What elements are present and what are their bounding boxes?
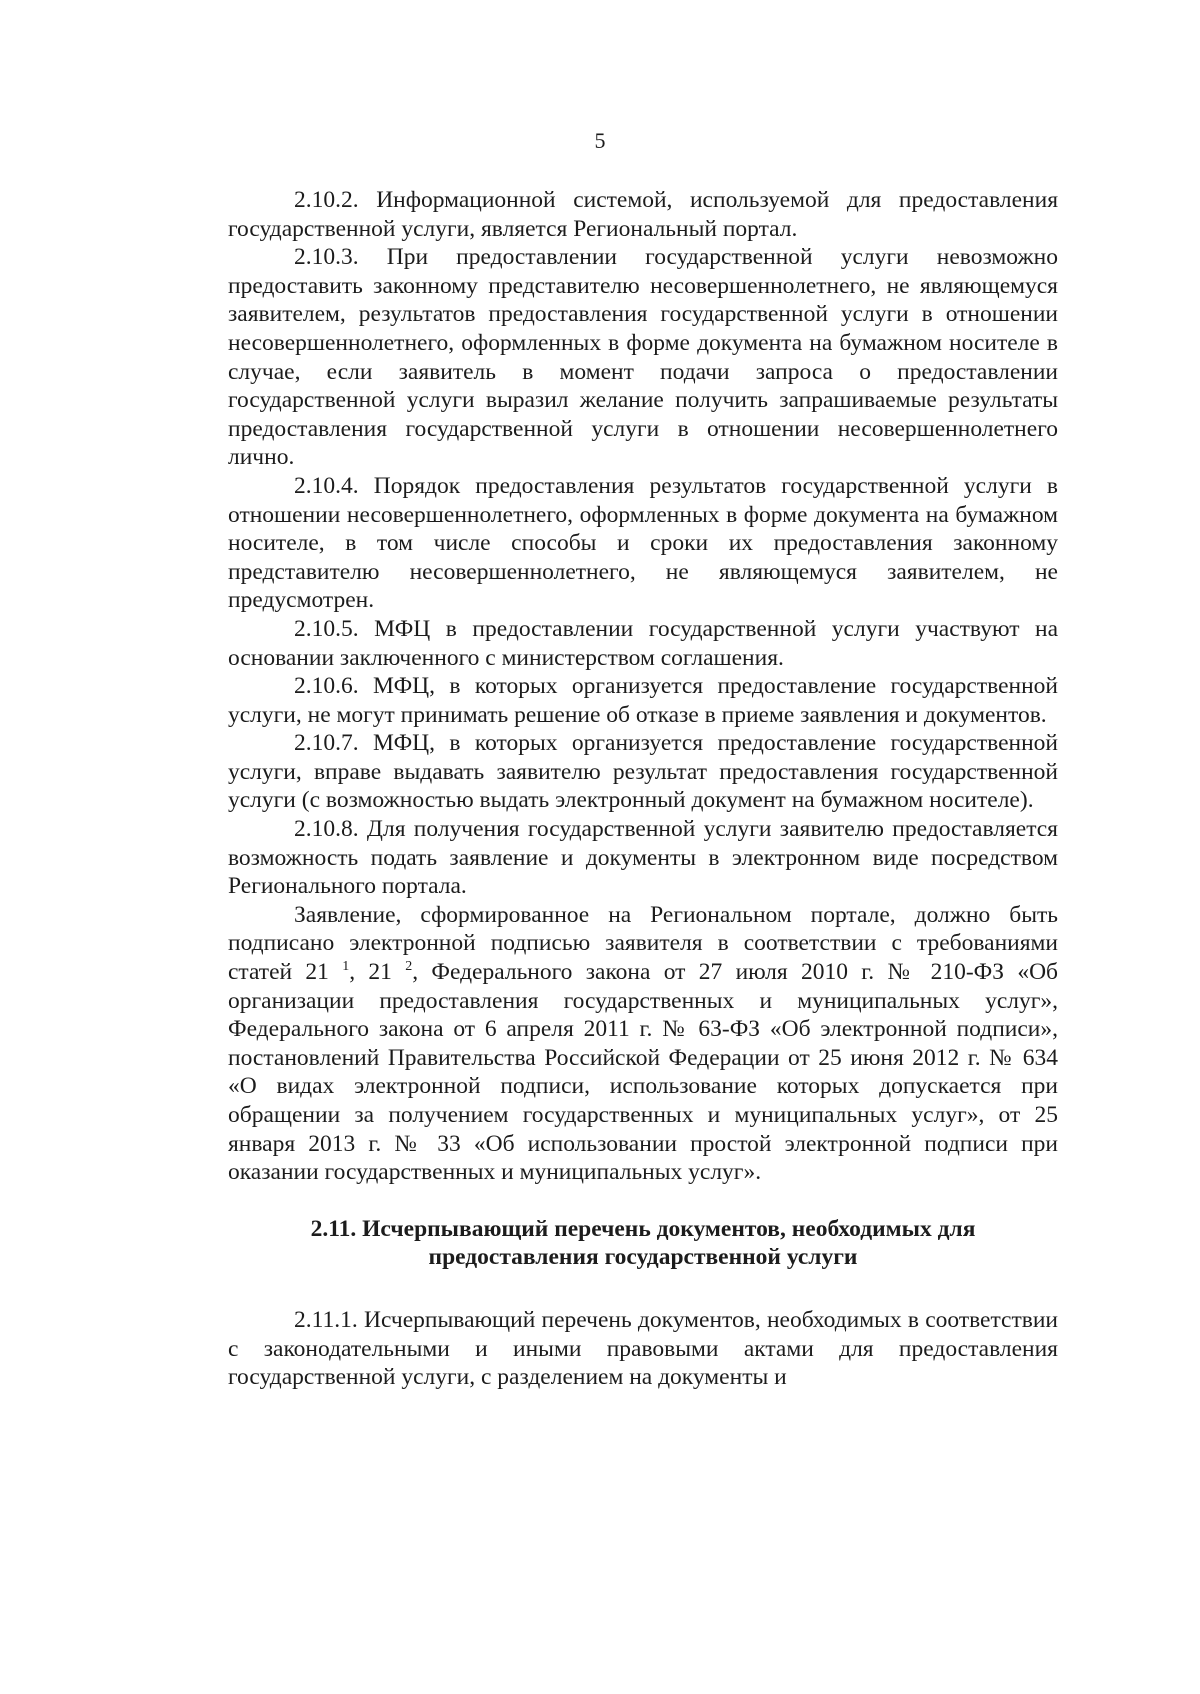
section-heading-2-11: 2.11. Исчерпывающий перечень документов, необходимых для предоставления государственной услуги — [310, 1215, 976, 1271]
signature-text-middle: , 21 — [349, 959, 392, 986]
superscript-1: 1 — [342, 959, 350, 975]
page-number: 5 — [594, 128, 606, 153]
paragraph-2-10-5: 2.10.5. МФЦ в предоставлении государственной услуги участвуют на основании заключенного с министерством соглашения. — [228, 615, 1058, 671]
paragraph-2-11-1: 2.11.1. Исчерпывающий перечень документов, необходимых в соответствии с законодательными и иными правовыми актами для предоставления государственной услуги, с разделением на документы и — [228, 1306, 1058, 1391]
superscript-2: 2 — [405, 959, 413, 975]
paragraph-2-10-6: 2.10.6. МФЦ, в которых организуется предоставление государственной услуги, не могут принимать решение об отказе в приеме заявления и документов. — [228, 673, 1058, 728]
signature-text-start: Заявление, сформированное на Региональном портале, должно быть подписано электронной подписью заявителя в соответствии с требованиями статей 21 — [228, 901, 1058, 986]
paragraph-2-10-7: 2.10.7. МФЦ, в которых организуется предоставление государственной услуги, вправе выдавать заявителю результат предоставления государственной услуги (с возможностью выдать электронный документ на бумажном носителе). — [228, 730, 1058, 814]
paragraph-electronic-signature — [228, 901, 1058, 1187]
paragraph-2-10-2: 2.10.2. Информационной системой, используемой для предоставления государственной услуги, является Региональный портал. — [228, 187, 1058, 242]
document-body — [228, 186, 1058, 1392]
signature-text-end: , Федерального закона от 27 июля 2010 г. № 210-ФЗ «Об организации предоставления государственных и муниципальных услуг», Федерального закона от 6 апреля 2011 г. № 63-ФЗ «Об электронной подписи», постановлений Правительства Российской Федерации от 25 июня 2012 г. № 634 «О видах электронной подписи, использование которых допускается при обращении за получением государственных и муниципальных услуг», от 25 января 2013 г. № 33 «Об использовании простой электронной подписи при оказании государственных и муниципальных услуг». — [228, 959, 1059, 1186]
paragraph-2-10-4: 2.10.4. Порядок предоставления результатов государственной услуги в отношении несовершеннолетнего, оформленных в форме документа на бумажном носителе, в том числе способы и сроки их предоставления законному представителю несовершеннолетнего, не являющемуся заявителем, не предусмотрен. — [228, 472, 1058, 614]
paragraph-2-10-3: 2.10.3. При предоставлении государственной услуги невозможно предоставить законному представителю несовершеннолетнего, не являющемуся заявителем, результатов предоставления государственной услуги в отношении несовершеннолетнего, оформленных в форме документа на бумажном носителе в случае, если заявитель в момент подачи запроса о предоставлении государственной услуги выразил желание получить запрашиваемые результаты предоставления государственной услуги в отношении несовершеннолетнего лично. — [228, 244, 1058, 471]
paragraph-2-10-8: 2.10.8. Для получения государственной услуги заявителю предоставляется возможность подать заявление и документы в электронном виде посредством Регионального портала. — [228, 816, 1058, 900]
